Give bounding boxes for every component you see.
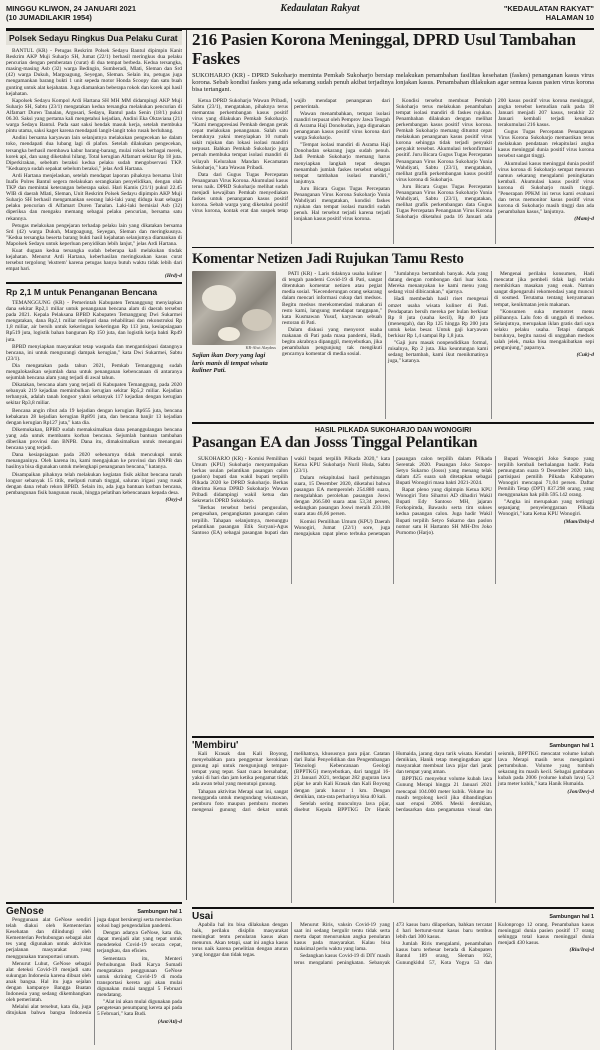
usai-body xyxy=(192,922,594,1050)
paragraph: BANTUL (KR) - Petugas Reskrim Polsek Sedayu Bantul dipimpin Kanit Reskrim AKP Muji Suharjo SH, Jumat (22/1) berhasil meringkus dua pelaku pencurian dengan pemberatan (curat) di dua tempat berbeda. Kedua tersangka, masing-masing Asb (32) warga Bedingin, Sumberadi, Mlati, Sleman dan Srd (42) warga Dukuh, Margoagung, Seyegan, Sleman. Selain itu, petugas juga mengamankan barang bukti 1 unit sepeda motor Honda Scoopy dan satu buah gunting untuk alat kejahatan. Juga diamankan beberapa rokok dan korek api hasil kejahatan. xyxy=(6,48,182,97)
resto-story-body xyxy=(282,271,594,419)
membiru-sign: (Jon/Dev)-d xyxy=(567,788,594,795)
paragraph: Sedangkan kasus Covid-19 di DIY masih terus mengalami peningkatan. Sebanyak 473 kasus baru dilaporkan, bahkan tercatat 4 hari berturut-turut kasus baru tembus lebih dari 300 kasus. xyxy=(294,922,492,966)
paragraph: Ketua DPRD Sukoharjo Wawan Pribadi, Sabtu (23/1), mengatakan, pihaknya terus memantau perkembangan kasus positif virus yang dilakukan Pemkab Sukoharjo. "Kami mengapresiasi Pemkab dengan gerak cepat melakukan penanganan. Salah satu bentuknya yakni menyiapkan 10 rumah sakit rujukan dan lokasi isolasi mandiri terpusat. Bahkan Pemkab Sukoharjo juga pernah membuka tempat isolasi mandiri di wilayah Kelurahan Mandan Kecamatan Sukoharjo," kata Wawan Pribadi. xyxy=(192,97,288,171)
bottom-sections xyxy=(192,736,594,1044)
main-story-sign: (Mam)-d xyxy=(574,216,594,223)
paragraph: Bencana angin ribut ada 19 kejadian dengan kerugian Rp655 juta, bencana kebakaran 28 kejadian kerugian Rp891 juta, dan bencana banjir 13 kejadian dengan kerugian Rp127 juta," kata dia. xyxy=(6,407,182,426)
photo-caption: Sajian ikan Dory yang lagi laris manis di tempat wisata kuliner Pati. xyxy=(192,352,268,374)
main-area xyxy=(192,30,594,584)
header-date-block xyxy=(6,4,136,22)
header-date: MINGGU KLIWON, 24 JANUARI 2021 xyxy=(6,4,137,13)
masthead-logo: Kedaulatan Rakyat xyxy=(280,3,360,14)
paragraph: Mengenai perilaku konsumen, Hadi mencatat jika pembeli tidak lagi terlalu memikirkan masakan yang enak. Namun sangat dipengaruhi rekomendasi yang muncul di sosmed. Terutama tentang kenyamanan tempat, kenikmatan jenis makanan. xyxy=(494,271,594,308)
divider xyxy=(6,282,182,284)
paragraph: Kondisi tersebut membuat Pemkab Sukoharjo terus melakukan penambahan tempat isolasi mandiri di faskes rujukan. Penambahan dilakukan dengan melihat perkembangan kasus positif virus korona. Pemkab Sukoharjo memang dituntut cepat melakukan penanganan kasus positif virus korona sehingga tidak terjadi penyakit penyakit tersebut. Akumulasi terkonfirmasi positif. Juru Bicara Gugus Tugas Percepatan Penanganan Virus Korona Sukoharjo Yunia Wahdiyati, Sabtu (23/1), mengatakan, melihat grafik perkembangan kasus positif virus korona di Sukoharjo. xyxy=(396,97,492,183)
usai-sign: (Riu/Ira)-d xyxy=(569,947,594,954)
paragraph: BPBD menyiapkan masyarakat tetap waspada dan mengantisipasi datangnya bencana, ini untuk mengurangi dampak kerugian," kata Dwi Sukarmei, Sabtu (23/1). xyxy=(6,343,182,362)
header-paper-name: "KEDAULATAN RAKYAT" xyxy=(503,4,594,13)
paragraph: Gugus Tugas Percepatan Penanganan Virus Korona Sukoharjo memastikan terus melakukan pendataan rekapitulasi angka kasus meninggal dunia positif virus korona tersebut sangat tinggi. xyxy=(498,129,594,160)
paragraph: Dia mengatakan pada tahun 2021, Pemkab Temanggung sudah mengalokasikan sejumlah dana untuk penanganan kebencanaan di antaranya sejumlah bencana alam yang terjadi di awal tahun. xyxy=(6,362,182,382)
paragraph: Wawan menambahkan, tempat isolasi mandiri terpusat oleh Pemprov Jawa Tengah di Asrama Haji Donohudan, juga digunakan penanganan kasus positif virus korona dari warga Sukoharjo. xyxy=(294,110,390,142)
resto-story-sign: (Cuk)-d xyxy=(576,352,594,359)
paragraph: Hadi membedah hasil riset mengenai omzet usaha wisata kuliner di Pati. Pendapatan bersih mereka per bulan berkisar Rp 8 juta (usaha kecil), Rp 40 juta (menengah), dan Rp 125 hingga Rp 200 juta untuk kelas besar. Untuk gaji karyawan berkisar Rp 1,4 sampai Rp 1,8 juta. xyxy=(388,296,488,340)
left-story2-sign: (Osy)-d xyxy=(165,496,182,503)
paragraph: "Konsumen suka memotret menu pilihannya. Lalu foto di unggah di medsos. Selanjutnya, merupakan iklan gratis dari saya selaku pelaku usaha. Tetapi dampak buruknya, begitu narasi di unggahan medsos salah jelek, maka bisa mengakibatkan sepi pengunjung," paparnya. xyxy=(494,308,594,352)
paragraph: "Angka ini merupakan yang tertinggi sepanjang penyelenggaraan Pilkada Wonogiri," kata Ketua KPU Wonogiri. xyxy=(498,499,594,518)
page-header xyxy=(6,4,594,30)
paragraph: Rapat pleno yang dipimpin Ketua KPU Wonogiri Toto Sihartoi AD dihadiri Wakil Bupati Edy Santoso MH, jajaran Forkopimda, Bawaslu serta tim sukses kedua pasangan calon. Juga hadir Wakil Bupati terpilih Setyo Sukarno dan paslon nomor satu H Hartanto SH MH-Drs Joko Purnomo (Harjo). xyxy=(396,487,492,536)
paragraph: Andini bersama karyawan lain selanjutnya melakukan pengecekan ke dalam toko, mendapati dua lubang lagi di plafon. Setelah dilakukan pengecekan, tersangka berhasil membawa kabur barang-barang, mulai rokok berbagai merek, korek api, dan uang diketahui hilang. Total kerugian Alfamart sekitar Rp 18 juta. Diperkirakan, sebelum beraksi kedua pelaku sudah mengobservasi TKP. "Keduanya sudah sepakat sebelum beraksi," jelas Ardi Hartana. xyxy=(6,135,182,172)
paragraph: "Tempat isolasi mandiri di Asrama Haji Donohudan sekarang juga sudah penuh. Jadi Pemkab Sukoharjo memang harus menyiapkan langkah tepat dengan menambah jumlah faskes tersebut sebagai tempat tambahan isolasi mandiri," lanjutnya. xyxy=(294,142,390,185)
main-lead: SUKOHARJO (KR) - DPRD Sukoharjo meminta Pemkab Sukoharjo bersiap melakukan penambahan fasilitas kesehatan (faskes) penanganan kasus virus korona. Sebab kondisi faskes yang ada sekarang sudah penuh akibat terjadinya lonjakan kasus. Penambahan dilakukan agar semua kasus pasien virus korona bisa tertangani. xyxy=(192,72,594,94)
column-rule xyxy=(186,30,187,900)
paragraph: Akumulasi kasus meninggal dunia positif virus korona di Sukoharjo sempat menurun namun sekarang mengalami peningkatan kembali. Akumulasi kasus positif virus korona di Sukoharjo masih tinggi. "Penerapan PPKM ini terus kami evaluasi dan terus memonitor kasus positif virus korona di Sukoharjo masih tinggi dan ada penambahan kasus," lanjutnya. xyxy=(498,160,594,216)
paragraph: Setelah sering munculnya lava pijar, disebut Kepala BPPTKG Dr Hanik Humaida, jarang daya tarik wisata. Kendati demikian, Hanik tetap mengingatkan agar masyarakat membuat lava pijar dari jarak dan tempat yang aman. xyxy=(294,751,492,813)
paragraph: Tahapan aktivitas Merapi saat ini, sangat mengganda untuk mengundang wisatawan, pemburu foto maupun pemburu momen mengenai gunung dari dekat untuk melihatnya, khususnya para pijar. Catatan dari Balai Penyelidikan dan Pengembangan Teknologi Kebencanaan Geologi (BPPTKG) menyebutkan, dari tanggal 16-21 Januari 2021, terdapat 282 guguran lava pijar ke arah Kali Krasak dan Kali Boyong dengan jarak luncur 1 km. Dengan demikian, rata-rata perharinya bisa 40 kali. xyxy=(192,751,390,813)
paragraph: Penggunaan alat GeNose sendiri telah diakui oleh Kementerian Kesehatan dan dilindungi oleh Kementerian Perhubungan sebagai alat tes yang digunakan untuk aktivitas perjalanan masyarakat yang menggunakan transportasi umum. xyxy=(6,917,91,960)
left-story-sign: (Hrd)-d xyxy=(164,273,182,280)
paragraph: Kali Krasak dan Kali Boyong, menyebabkan para penggemar kerokinan gunung api untuk mengunjungi tempat-tempat yang tepat. Saat cuaca bersahabat, yakni di hari dan jam ketika pengamat tidak ada awan tebal yang menutupi gunung. xyxy=(192,751,288,788)
paragraph: Ardi Hartana menjelaskan, setelah mendapat laporan pihaknya bersama Unit Inafis Polres Bantul segera melakukan serangkaian penyelidikan, dengan olah TKP dan memintai keterangan beberapa saksi. Hari Kamis (21/1) pukul 22.45 WIB di daerah Mlati, Sleman, Unit Reskrim Polsek Sedayu dipimpin AKP Muji Suharjo SH berhasil mengamankan seorang laki-laki yang diduga kuat sebagai pelaku pencurian di Alfamart Duren Tanalan. Laki-laki bernisial Asb (32) diperiksa dan mengaku memang sebagai pelaku pencurian, bersama satu rekannya. xyxy=(6,172,182,222)
main-story-body xyxy=(192,98,594,244)
divider xyxy=(192,247,594,249)
paragraph: PATI (KR) - Laris tidaknya usaha kuliner di tengah pandemi Covid-19 di Pati, sangat ditentukan komentar netizen atau pegiat media sosial. "Kecenderungan orang sekarang dalam mencari informasi cukup dari medsos. Begitu medsos merekomendasi makanan di resto kami, langsung mendapat tanggapan," kata Kusmawan Yusuf, karyawan sebuah restoran di Pati. xyxy=(282,271,382,326)
paragraph: Dalam diskusi yang menyorot usaha makanan di Pati pada masa pandemi, Hadi, begitu akrabnya dipanggil, menyebutkan, jika penambahan pengunjung tak mengikuti gencarnya komentar di media sosial. xyxy=(282,326,382,358)
paragraph: Dengan adanya GeNose, kata dia, dapat menjadi alat yang tepat untuk mendeteksi Covid-19 secara cepat, terjangkau, dan efisien. xyxy=(97,930,182,955)
photo-credit: KR-Alwi Alaydrus xyxy=(245,345,276,351)
left-story-body xyxy=(6,48,182,279)
paragraph: TEMANGGUNG (KR) - Pemerintah Kabupaten Temanggung menyiapkan dana sekitar Rp2,1 miliar untuk penanganan bencana alam di daerah tersebut pada 2021. Kepala Pelaksana BPBD Kabupaten Temanggung Dwi Sukarmei mengatakan, dana Rp2,1 miliar meliputi dana rehabilitasi dan rekonstruksi Rp 1,8 miliar, air bersih untuk kekeringan kekeringan Rp 113 juta, kesiapsiagaan Rp519 juta, logistik bahan bangunan Rp 150 juta, dan logistik kerja bakti Rp49 juta. xyxy=(6,299,182,343)
genose-section xyxy=(6,902,182,1044)
paragraph: "Gaji juru masak nonpendidikan formal, misalnya, Rp 2 juta. Jika keuntungan kami sedang bertambah, kami ikut menikmatinya juga," katanya. xyxy=(388,340,488,365)
paragraph: SUKOHARJO (KR) - Komisi Pemilihan Umum (KPU) Sukoharjo menyampaikan berkas usulan pelantikan pasangan calon (paslon) bupati dan wakil bupati terpilih Pilkada 2020 ke DPRD Sukoharjo. Berkas diterima Ketua DPRD Sukoharjo Wawan Pribadi didampingi wakil ketua dan Sekretaris DPRD Sukoharjo. xyxy=(192,455,288,505)
genose-continued-label: Sambungan hal 1 xyxy=(137,908,182,915)
left-story2-title: Rp 2,1 M untuk Penanganan Bencana xyxy=(6,286,158,297)
pilkada-story-body xyxy=(192,456,594,584)
main-headline: 216 Pasien Korona Meninggal, DPRD Usul Tambahan Faskes xyxy=(192,30,576,68)
divider xyxy=(192,422,594,424)
membiru-title-bar xyxy=(192,736,594,751)
paragraph: Juru Bicara Gugus Tugas Percepatan Penanganan Virus Korona Sukoharjo Yunia Wahdiyati, Sabtu (23/1), mengatakan, melihat grafik perkembangan data Gugus Tugas Percepatan Penanganan Virus Korona Sukoharjo diketahui pada 16 Januari ada 200 kasus positif virus korona meninggal, angka tersebut kemudian naik pada 18 Januari menjadi 207 kasus, terakhir 22 Januari kembali terjadi kenaikan terakumulasi 216 kasus. xyxy=(396,97,594,221)
paragraph: Juru Bicara Gugus Tugas Percepatan Penanganan Virus Korona Sukoharjo Yunia Wahdiyati mengatakan, kondisi faskes rujukan dan tempat isolasi mandiri sudah penuh. Hal tersebut terjadi karena terjadi lonjakan kasus positif virus korona. xyxy=(294,185,390,223)
header-page-block xyxy=(504,4,594,22)
paragraph: Dalam rekapitulasi hasil perhitungan suara, 15 Desember 2020, diketahui bahwa pasangan EA memperoleh 254.880 suara, mengalahkan perolehan pasangan Joswi dengan 266.500 suara atau 53,34 persen, sedangkan pasangan Joswi meraih 233.108 suara atau 46,66 persen. xyxy=(294,474,390,518)
resto-story xyxy=(192,271,594,419)
paragraph: Menurut Luhut, GeNose sebagai alat deteksi Covid-19 menjadi satu sukungan Indonesia karena dibuat oleh anak bangsa. Hal itu juga sejalan dengan kampanye Bangga Buatan Indonesia yang sedang dikembangkan oleh pemerintah. xyxy=(6,960,91,1004)
genose-sign: (Ant/Ati)-d xyxy=(157,1018,182,1025)
left-column xyxy=(6,30,182,900)
paragraph: Menurut Riris, vaksin Covid-19 yang saat ini sedang bergulir tentu tidak serta merta dapat menurunkan angka penularan kasus pada masyarakat. Kalau bisa maksimal perlu waktu yang lama. xyxy=(294,922,390,953)
pilkada-story-sign: (Mam/Dsh)-d xyxy=(563,518,594,525)
genose-title: GeNose xyxy=(6,906,44,917)
paragraph: Komisi Pemilihan Umum (KPU) Daerah Wonogiri, Jumat (22/1) sore, juga mengajukan rapat pleno terbuka penetapan pasangan calon terpilih dalam Pilkada Serentak 2020. Pasangan Joko Sutopo-Setyo Sukarno (Josss) yang menang telak dalam 425 suara sah ditetapkan sebagai Bupati Wonogiri masa bakti 2021-2024. xyxy=(294,455,492,537)
pilkada-headline: Pasangan EA dan Josss Tinggal Pelantikan xyxy=(192,433,478,451)
paragraph: Dikemukakan, BPBD sudah memaksimalkan dana penanggulangan bencana yang ada untuk membantu korban bencana. Sejumlah bantuan tambahan diberikan provinsi dan BNPB. Dana itu, dimaksimalkan untuk menangani bencana yang terjadi. xyxy=(6,426,182,452)
paragraph: Melalui alat tersebut, kata dia, juga ditujukan bahwa bangsa Indonesia juga dapat bersinergi serta memberikan solusi bagi pengendalian pandemi. xyxy=(6,917,182,1017)
membiru-body xyxy=(192,751,594,903)
paragraph: Kapolsek Sedayu Kompol Ardi Hartana SH MH MM didampingi AKP Muji Suharjo SH, Sabtu (23/1) mengatakan kedua tersangka melakukan pencurian di Alfamart Duren Tanalan, Argosari, Sedayu, Bantul pada Senin (18/1) pukul 06.30. Saksi yang pertama kali mengetahui kejadian, Andini Eka Oktaviana (21) warga Sedayu Bantul. Pada saat saksi hendak masuk kerja, setelah membuka pintu utama, saksi kaget karena mendapati langit-langit toko rusak berlubang. xyxy=(6,97,182,135)
left-story2-body xyxy=(6,300,182,600)
paragraph: Petugas melakukan pengejaran terhadap pelaku lain yang dikatakan bersama Srd (42) warga Dukuh, Margoagung, Seyegan, Sleman dan meringkusnya. "Kedua tersangka beserta barang bukti hasil kejahatan selanjutnya diamankan di Mapolsek Sedayu untuk keperluan penyidikan lebih lanjut," jelas Ardi Hartana. xyxy=(6,222,182,247)
genose-title-bar xyxy=(6,902,182,917)
paragraph: Dana kesiapsiagaan pada 2020 sebenarnya tidak mencukupi untuk menanganinya. Oleh karena itu, kami mengajukan ke provinsi dan BNPB dan hasilnya bisa digunakan untuk melengkapi penanganan bencana," katanya. xyxy=(6,452,182,471)
paragraph: Data dari Gugus Tugas Percepatan Penanganan Virus Korona. Akumulasi kasus terus naik. DPRD Sukoharjo melihat sudah menjadi kewajiban Pemkab menyediakan faskes untuk penanganan kasus positif korona. Sebab warga yang diketahui positif virus korona, kontak erat dan suspek tetap wajib mendapat penanganan dari pemerintah. xyxy=(192,97,390,215)
header-hijri-date: (10 JUMADILAKIR 1954) xyxy=(6,13,92,22)
paragraph: Dikatakan, bencana alam yang terjadi di Kabupaten Temanggung, pada 2020 sebanyak 219 kejadian meminbulkan kerugian sekitar Rp5,2 miliar. Kejadian terbanyak, adalah tanah longsor yakni sebanyak 117 kejadian dengan kerugian sekitar Rp3,8 miliar. xyxy=(6,382,182,407)
paragraph: BPPTKG menyebut volume kubah lava Gunung Merapi hingga 21 Januari 2021 mencapai 104.000 meter kubik. Volume itu masih tergolong kecil jika dibandingkan saat erupsi 2006. Meski demikian, berdasarkan data pengamatan visual dan seismik, BPPTKG mencatat volume kubah lava Merapi masih terus mengalami pertumbuhan. Volume yang tumbuh sekarang itu masih kecil. Sebagai gambaran kubah pada 2006 (volume kubah lava) 5,3 juta meter kubik," kata Hanik Humaida. xyxy=(396,751,594,813)
pilkada-kicker: HASIL PILKADA SUKOHARJO DAN WONOGIRI xyxy=(314,426,472,434)
genose-body xyxy=(6,917,182,1045)
header-page-number: HALAMAN 10 xyxy=(545,13,594,22)
usai-title-bar xyxy=(192,907,594,922)
membiru-title: 'Membiru' xyxy=(192,740,239,751)
paragraph: Jumlah Riris mengalami, penambahan kasus baru terbesar berada di Kabupaten Bantul 189 orang, Sleman 162, Gunungkidul 57, Kota Yogya 53 dan Kulonprogo 12 orang. Penambahan kasus meninggal dunia pasien positif 17 orang sehingga total kasus meninggal dunia menjadi 430 kasus. xyxy=(396,922,594,966)
usai-title: Usai xyxy=(192,911,214,922)
paragraph: Apabila hal itu bisa dilakukan dengan baik, perilaku disiplin masyarakat meningkat tentu penularan kasus akan menurun. Akan tetapi, saat ini angka kasus terus naik karena penelitian dengan aturan yang longgar dan tidak tegas. xyxy=(192,922,288,959)
usai-continued-label: Sambungan hal 1 xyxy=(549,913,594,920)
paragraph: Sementara itu, Menteri Perhubungan Budi Karya Sumadi mengatakan penggunaan GeNose untuk skrining Covid-19 di moda transportasi kereta api akan mulai digunakan mulai tanggal 5 Februari mendatang. xyxy=(97,955,182,999)
paragraph: Disampaikan pihaknya telah melakukan kegiatan fisik akibat bencana tanah longsor sebanyak 15 titik, meliputi rumah tinggal, saluran irigasi yang rusak dengan dana rehab rekon BPBD. Selain itu, ada juga bantuan korban bencana, pembangunan fisik bangunan rusak, hingga pelatihan kebencanaan kepada desa. xyxy=(6,471,182,496)
food-photo xyxy=(192,271,276,345)
paragraph: "Alat ini akan mulai digunakan pada pengetesan penumpang kereta api pada 5 Februari," kata Budi. xyxy=(97,999,182,1018)
resto-photo-block xyxy=(192,271,276,374)
resto-headline: Komentar Netizen Jadi Rujukan Tamu Resto xyxy=(192,251,464,268)
paragraph: "Berkas tersebut berisi pengusulan, pengesahan, pengangkatan pasangan calon terpilih. Tahapan selanjutnya, menunggu pelantikan pasangan Etik Suryani-Agus Santoso (EA) sebagai pasangan bupati dan wakil bupati terpilih Pilkada 2020," kata Ketua KPU Sukoharjo Nuril Huda, Sabtu (23/1). xyxy=(192,455,390,536)
paragraph: Kuat dugaan kedua tersangka sudah beberapa kali melakukan tindak kejahatan. Menurut Ardi Hartana, keberhasilan meringkuskan kasus curat tersebut tergolong 'ekstrem' karena petugas hanya butuh waktu tidak lebih dari empat hari. xyxy=(6,248,182,273)
membiru-continued-label: Sambungan hal 1 xyxy=(549,742,594,749)
paragraph: "Jumlahnya bertambah banyak. Ada yang datang dengan rombongan dari luar kota. Mereka menanyakan ke kami menu yang sedang viral dibicarakan," ujarnya. xyxy=(388,271,488,296)
left-story-title: Polsek Sedayu Ringkus Dua Pelaku Curat xyxy=(6,30,182,45)
paragraph: Bupati Wonogiri Joko Sutopo yang terpilih kembali berhalangan hadir. Pada pemungutan suara 9 Desember 2020 lalu, partisipasi pemilih Pilkada Kabupaten Wonogiri mencapai 71,04 persen. Daftar Pemilih Tetap (DPT) 837.298 orang, yang menggunakan hak pilih 595.142 orang. xyxy=(498,455,594,499)
